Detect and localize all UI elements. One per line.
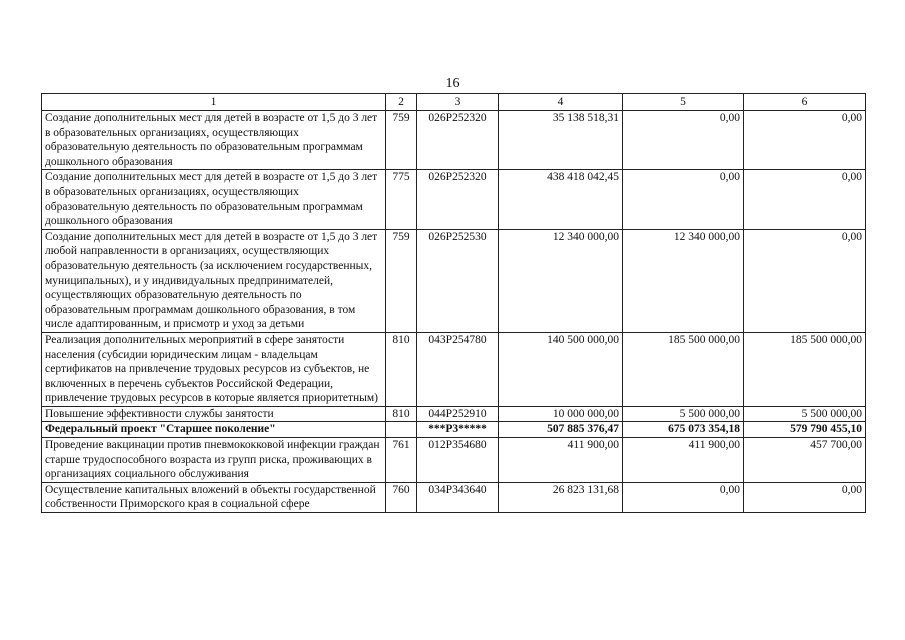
row-value-2025-cell: 12 340 000,00 — [623, 229, 744, 332]
row-code-cell — [386, 422, 417, 438]
row-value-2026-cell: 0,00 — [744, 170, 866, 229]
row-value-2024-cell: 35 138 518,31 — [499, 111, 623, 170]
row-value-2026-cell: 5 500 000,00 — [744, 406, 866, 422]
row-code-cell: 775 — [386, 170, 417, 229]
row-value-2026-cell: 0,00 — [744, 482, 866, 512]
table-row — [42, 170, 866, 229]
row-name-cell: Создание дополнительных мест для детей в возрасте от 1,5 до 3 лет любой направленности в организациях, осуществляющих образовательную деятельность (за исключением государственных, муниципальных), и у индивидуальных предпринимателей, осуществляющих образовательную деятельность по образовательным программам дошкольного образования, в том числе адаптированным, и присмотр и уход за детьми — [42, 229, 386, 332]
row-value-2025-cell: 0,00 — [623, 482, 744, 512]
row-code-cell: 760 — [386, 482, 417, 512]
row-code-cell: 810 — [386, 406, 417, 422]
row-kbk-cell: 043P254780 — [417, 332, 499, 406]
row-kbk-cell: ***P3***** — [417, 422, 499, 438]
row-code-cell: 759 — [386, 111, 417, 170]
row-value-2025-cell: 5 500 000,00 — [623, 406, 744, 422]
column-header: 5 — [623, 94, 744, 111]
column-header: 4 — [499, 94, 623, 111]
table-row — [42, 422, 866, 438]
row-value-2025-cell: 0,00 — [623, 111, 744, 170]
column-header: 6 — [744, 94, 866, 111]
row-value-2024-cell: 411 900,00 — [499, 438, 623, 483]
row-value-2024-cell: 10 000 000,00 — [499, 406, 623, 422]
row-value-2024-cell: 12 340 000,00 — [499, 229, 623, 332]
row-value-2026-cell: 579 790 455,10 — [744, 422, 866, 438]
row-code-cell: 761 — [386, 438, 417, 483]
row-kbk-cell: 026P252320 — [417, 170, 499, 229]
row-name-cell: Федеральный проект "Старшее поколение" — [42, 422, 386, 438]
row-value-2026-cell: 0,00 — [744, 229, 866, 332]
column-header: 2 — [386, 94, 417, 111]
row-name-cell: Проведение вакцинации против пневмококковой инфекции граждан старше трудоспособного возраста из групп риска, проживающих в организациях социального обслуживания — [42, 438, 386, 483]
row-kbk-cell: 026P252530 — [417, 229, 499, 332]
row-value-2025-cell: 185 500 000,00 — [623, 332, 744, 406]
budget-table — [41, 93, 866, 513]
row-value-2025-cell: 675 073 354,18 — [623, 422, 744, 438]
table-row — [42, 438, 866, 483]
table-row — [42, 111, 866, 170]
row-value-2026-cell: 0,00 — [744, 111, 866, 170]
table-row — [42, 482, 866, 512]
row-kbk-cell: 012P354680 — [417, 438, 499, 483]
row-value-2025-cell: 411 900,00 — [623, 438, 744, 483]
row-kbk-cell: 026P252320 — [417, 111, 499, 170]
page-number: 16 — [445, 76, 460, 91]
table-row — [42, 332, 866, 406]
column-header: 1 — [42, 94, 386, 111]
row-name-cell: Реализация дополнительных мероприятий в сфере занятости населения (субсидии юридическим лицам - владельцам сертификатов на привлечение трудовых ресурсов из субъектов, не включенных в перечень субъектов Российской Федерации, привлечение трудовых ресурсов в которые является приоритетным) — [42, 332, 386, 406]
row-name-cell: Создание дополнительных мест для детей в возрасте от 1,5 до 3 лет в образовательных организациях, осуществляющих образовательную деятельность по образовательным программам дошкольного образования — [42, 170, 386, 229]
row-value-2024-cell: 507 885 376,47 — [499, 422, 623, 438]
column-header: 3 — [417, 94, 499, 111]
row-value-2024-cell: 26 823 131,68 — [499, 482, 623, 512]
table-header-row — [42, 94, 866, 111]
row-value-2024-cell: 438 418 042,45 — [499, 170, 623, 229]
row-code-cell: 810 — [386, 332, 417, 406]
row-name-cell: Создание дополнительных мест для детей в возрасте от 1,5 до 3 лет в образовательных организациях, осуществляющих образовательную деятельность по образовательным программам дошкольного образования — [42, 111, 386, 170]
row-kbk-cell: 044P252910 — [417, 406, 499, 422]
table-row — [42, 406, 866, 422]
row-value-2026-cell: 185 500 000,00 — [744, 332, 866, 406]
row-value-2025-cell: 0,00 — [623, 170, 744, 229]
row-name-cell: Повышение эффективности службы занятости — [42, 406, 386, 422]
row-kbk-cell: 034P343640 — [417, 482, 499, 512]
table-row — [42, 229, 866, 332]
row-code-cell: 759 — [386, 229, 417, 332]
row-value-2026-cell: 457 700,00 — [744, 438, 866, 483]
row-value-2024-cell: 140 500 000,00 — [499, 332, 623, 406]
row-name-cell: Осуществление капитальных вложений в объекты государственной собственности Приморского края в социальной сфере — [42, 482, 386, 512]
